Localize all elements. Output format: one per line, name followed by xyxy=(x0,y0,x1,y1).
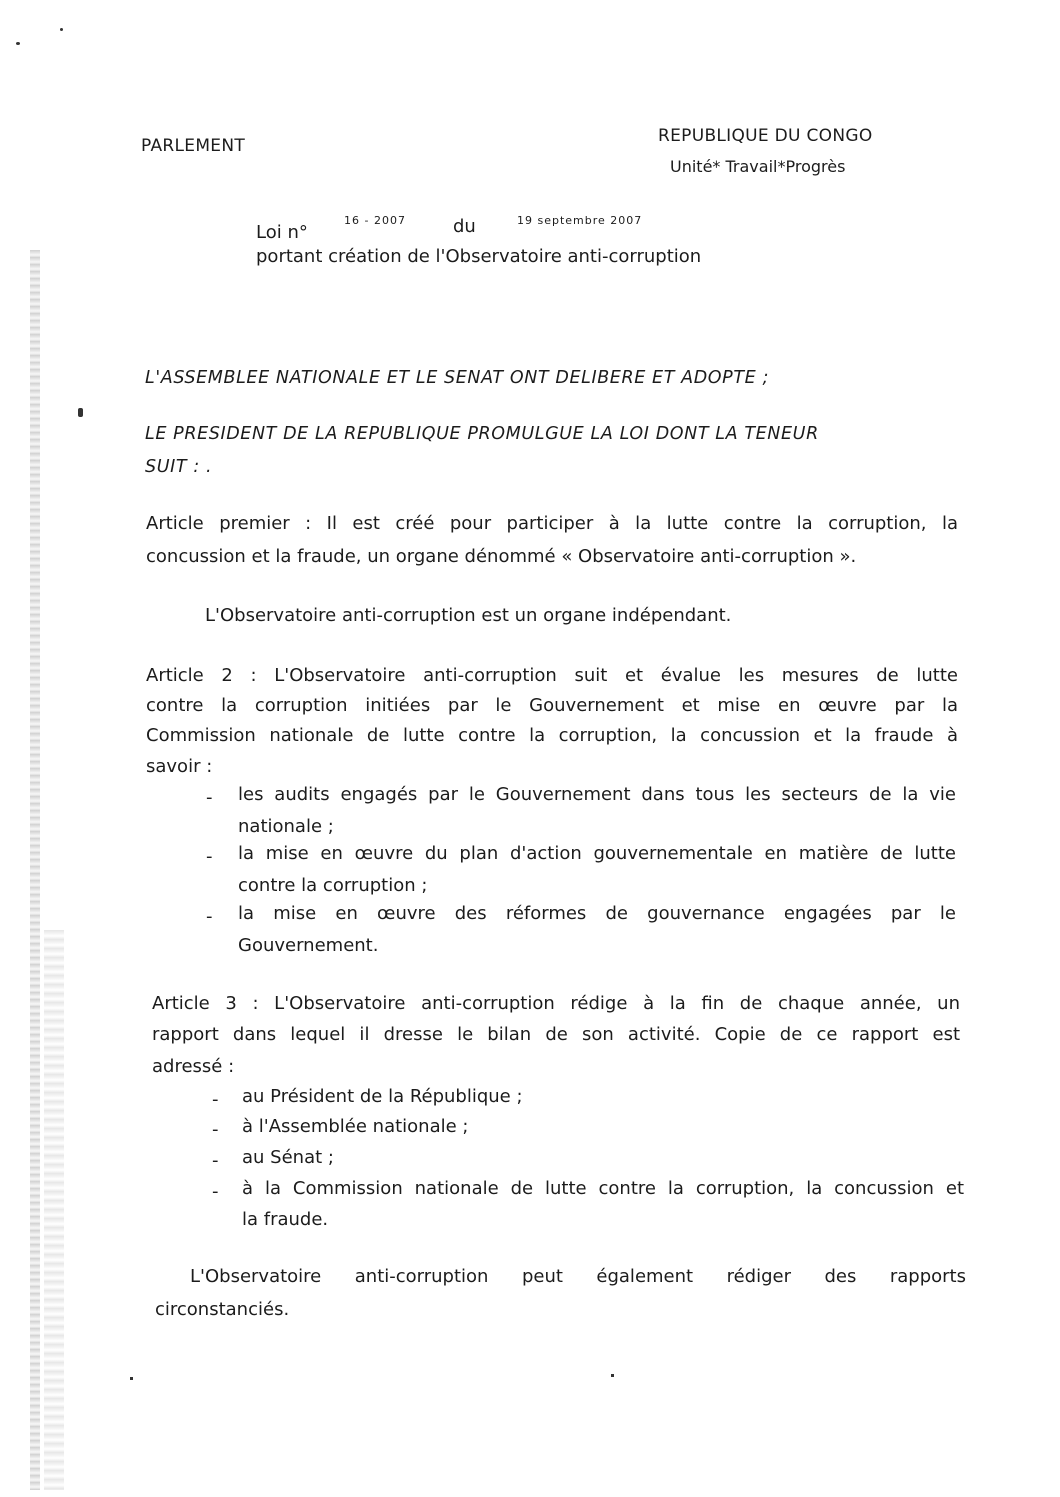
list-dash: - xyxy=(212,1089,219,1110)
law-subject: portant création de l'Observatoire anti-corruption xyxy=(256,246,702,267)
article-3-line-3: adressé : xyxy=(152,1056,235,1077)
scan-edge-artifact xyxy=(30,250,40,1490)
article-3-line-1: Article 3 : L'Observatoire anti-corruption rédige à la fin de chaque année, un xyxy=(152,993,960,1014)
law-number: 16 - 2007 xyxy=(344,214,406,227)
list-dash: - xyxy=(212,1150,219,1171)
article-2-item-2: la mise en œuvre du plan d'action gouvernementale en matière de lutte xyxy=(238,843,956,864)
article-2-line-4: savoir : xyxy=(146,756,213,777)
list-dash: - xyxy=(212,1119,219,1140)
law-date: 19 septembre 2007 xyxy=(517,214,643,227)
article-2-line-2: contre la corruption initiées par le Gouvernement et mise en œuvre par la xyxy=(146,695,958,716)
article-2-line-3: Commission nationale de lutte contre la corruption, la concussion et la fraude à xyxy=(146,725,958,746)
article-1-line-1: Article premier : Il est créé pour participer à la lutte contre la corruption, la xyxy=(146,513,958,534)
article-3-item-1: au Président de la République ; xyxy=(242,1086,523,1107)
article-2-item-3: la mise en œuvre des réformes de gouvernance engagées par le xyxy=(238,903,956,924)
scan-speck xyxy=(130,1377,133,1380)
article-2-item-3-cont: Gouvernement. xyxy=(238,935,379,956)
scan-speck xyxy=(611,1374,614,1377)
scan-speck xyxy=(78,408,83,417)
article-3-item-2: à l'Assemblée nationale ; xyxy=(242,1116,469,1137)
preamble-line-2: LE PRESIDENT DE LA REPUBLIQUE PROMULGUE LA LOI DONT LA TENEUR xyxy=(145,424,819,444)
law-du: du xyxy=(453,216,476,237)
article-3-item-3: au Sénat ; xyxy=(242,1147,334,1168)
article-2-item-1: les audits engagés par le Gouvernement dans tous les secteurs de la vie xyxy=(238,784,956,805)
preamble-line-1: L'ASSEMBLEE NATIONALE ET LE SENAT ONT DELIBERE ET ADOPTE ; xyxy=(145,368,769,388)
header-left: PARLEMENT xyxy=(141,136,246,156)
law-prefix: Loi n° xyxy=(256,222,308,243)
list-dash: - xyxy=(212,1181,219,1202)
article-3-line-2: rapport dans lequel il dresse le bilan de son activité. Copie de ce rapport est xyxy=(152,1024,960,1045)
scan-edge-artifact xyxy=(44,930,64,1490)
list-dash: - xyxy=(206,846,213,867)
article-1-line-3: L'Observatoire anti-corruption est un organe indépendant. xyxy=(205,605,732,626)
scan-speck xyxy=(60,28,63,31)
list-dash: - xyxy=(206,787,213,808)
article-3-closing-1: L'Observatoire anti-corruption peut également rédiger des rapports xyxy=(190,1266,966,1287)
article-3-closing-2: circonstanciés. xyxy=(155,1299,290,1320)
scan-speck xyxy=(16,42,20,45)
preamble-line-3: SUIT : . xyxy=(145,457,213,477)
header-motto: Unité* Travail*Progrès xyxy=(670,157,846,176)
article-2-item-2-cont: contre la corruption ; xyxy=(238,875,428,896)
article-3-item-4-cont: la fraude. xyxy=(242,1209,329,1230)
article-2-line-1: Article 2 : L'Observatoire anti-corruption suit et évalue les mesures de lutte xyxy=(146,665,958,686)
article-2-item-1-cont: nationale ; xyxy=(238,816,334,837)
header-right-title: REPUBLIQUE DU CONGO xyxy=(658,126,873,146)
article-3-item-4: à la Commission nationale de lutte contre la corruption, la concussion et xyxy=(242,1178,964,1199)
article-1-line-2: concussion et la fraude, un organe dénommé « Observatoire anti-corruption ». xyxy=(146,546,857,567)
list-dash: - xyxy=(206,906,213,927)
